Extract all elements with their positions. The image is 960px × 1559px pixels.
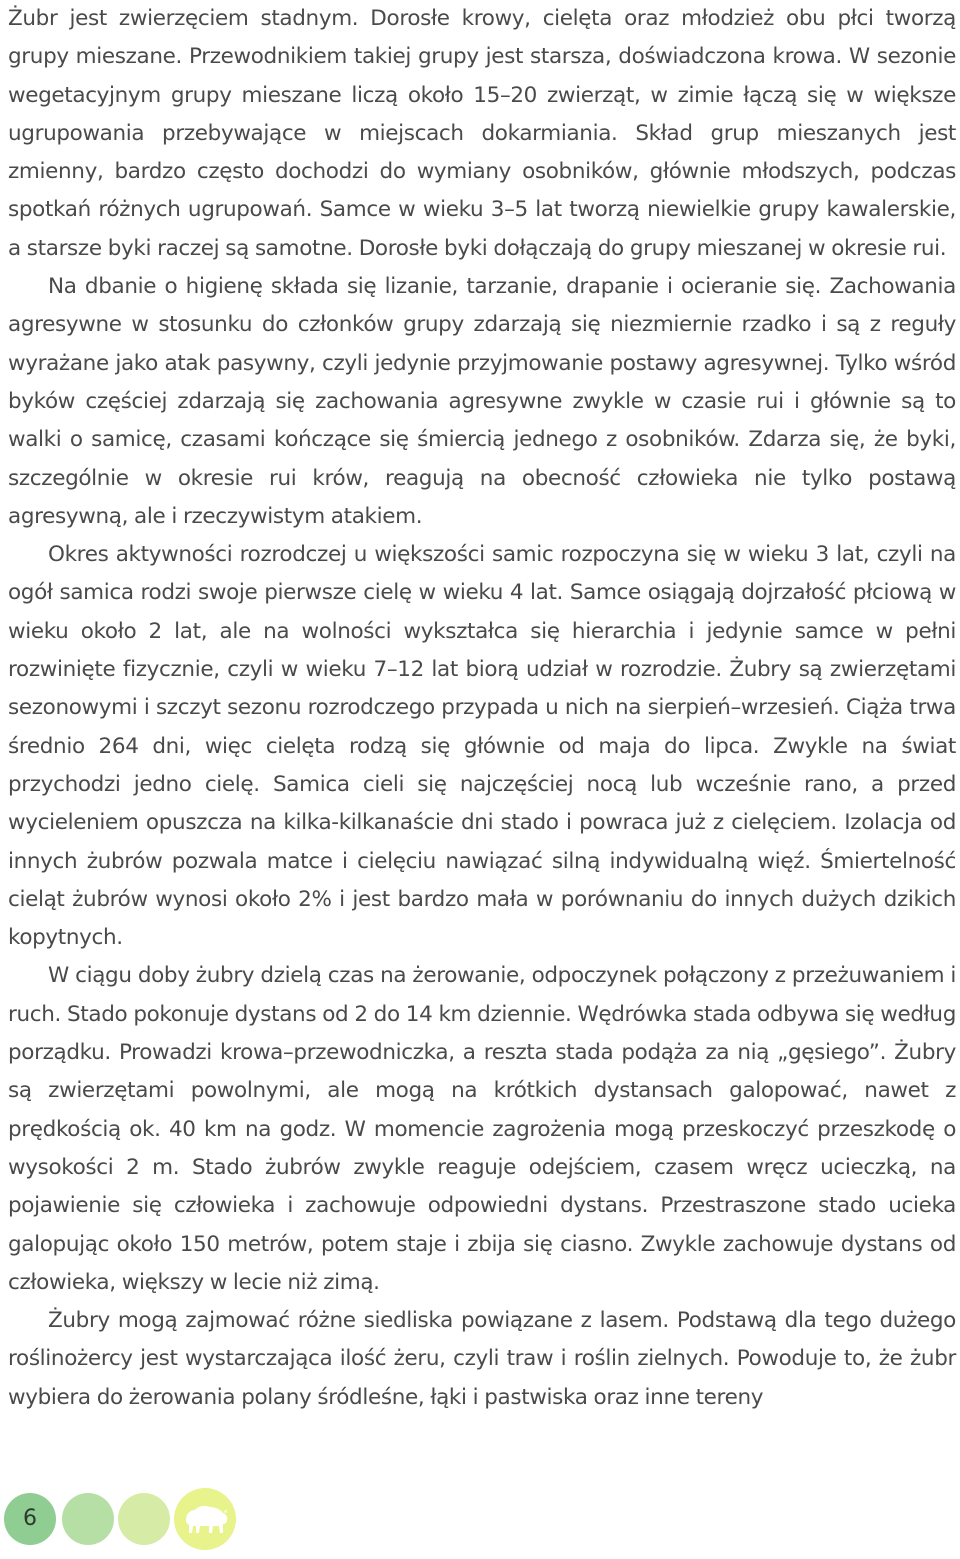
paragraph-reproduction: Okres aktywności rozrodczej u większości samic rozpoczyna się w wieku 3 lat, czyli na ogół samica rodzi swoje pierwsze cielę w wieku 4 lat. Samce osiągają dojrzałość płciową w wieku około 2 lat, ale na wolności wykształca się hierarchia i jedynie samce w pełni rozwinięte fizycznie, czyli w wieku 7–12 lat biorą udział w rozrodzie. Żubry są zwierzętami sezonowymi i szczyt sezonu rozrodczego przypada u nich na sierpień–wrzesień. Ciąża trwa średnio 264 dni, więc cielęta rodzą się głównie od maja do lipca. Zwykle na świat przychodzi jedno cielę. Samica cieli się najczęściej nocą lub wcześnie rano, a przed wycieleniem opuszcza na kilka-kilkanaście dni stado i powraca już z cielęciem. Izolacja od innych żubrów pozwala matce i cielęciu nawiązać silną indywidualną więź. Śmiertelność cieląt żubrów wynosi około 2% i jest bardzo mała w porównaniu do innych dużych dzikich kopytnych. bbox=[8, 542, 956, 951]
footer-circle bbox=[118, 1493, 170, 1545]
paragraph-habitat: Żubry mogą zajmować różne siedliska powiązane z lasem. Podstawą dla tego dużego roślinożercy jest wystarczająca ilość żeru, czyli traw i roślin zielnych. Powoduje to, że żubr wybiera do żerowania polany śródleśne, łąki i pastwiska oraz inne tereny bbox=[8, 1308, 956, 1410]
paragraph-daily-activity: W ciągu doby żubry dzielą czas na żerowanie, odpoczynek połączony z przeżuwaniem i ruch. Stado pokonuje dystans od 2 do 14 km dziennie. Wędrówka stada odbywa się według porządku. Prowadzi krowa–przewodniczka, a reszta stada podąża za nią „gęsiego”. Żubry są zwierzętami powolnymi, ale mogą na krótkich dystansach galopować, nawet z prędkością ok. 40 km na godz. W momencie zagrożenia mogą przeskoczyć przeszkodę o wysokości 2 m. Stado żubrów zwykle reaguje odejściem, czasem wręcz ucieczką, na pojawienie się człowieka i zachowuje odpowiedni dystans. Przestraszone stado ucieka galopując około 150 metrów, potem staje i zbija się ciasno. Zwykle zachowuje dystans od człowieka, większy w lecie niż zimą. bbox=[8, 963, 956, 1295]
page-footer bbox=[0, 1482, 300, 1559]
document-body bbox=[8, 0, 956, 1417]
bison-icon bbox=[183, 1504, 229, 1536]
paragraph-hygiene-aggression: Na dbanie o higienę składa się lizanie, tarzanie, drapanie i ocieranie się. Zachowania agresywne w stosunku do członków grupy zdarzają się niezmiernie rzadko i są z reguły wyrażane jako atak pasywny, czyli jedynie przyjmowanie postawy agresywnej. Tylko wśród byków częściej zdarzają się zachowania agresywne zwykle w czasie rui i głównie są to walki o samicę, czasami kończące się śmiercią jednego z osobników. Zdarza się, że byki, szczególnie w okresie rui krów, reagują na obecność człowieka nie tylko postawą agresywną, ale i rzeczywistym atakiem. bbox=[8, 274, 956, 529]
footer-circle bbox=[62, 1493, 114, 1545]
paragraph-social-structure: Żubr jest zwierzęciem stadnym. Dorosłe krowy, cielęta oraz młodzież obu płci tworzą grupy mieszane. Przewodnikiem takiej grupy jest starsza, doświadczona krowa. W sezonie wegetacyjnym grupy mieszane liczą około 15–20 zwierząt, w zimie łączą się w większe ugrupowania przebywające w miejscach dokarmiania. Skład grup mieszanych jest zmienny, bardzo często dochodzi do wymiany osobników, głównie młodszych, podczas spotkań różnych ugrupowań. Samce w wieku 3–5 lat tworzą niewielkie grupy kawalerskie, a starsze byki raczej są samotne. Dorosłe byki dołączają do grupy mieszanej w okresie rui. bbox=[8, 6, 956, 261]
page-number: 6 bbox=[23, 1506, 37, 1531]
